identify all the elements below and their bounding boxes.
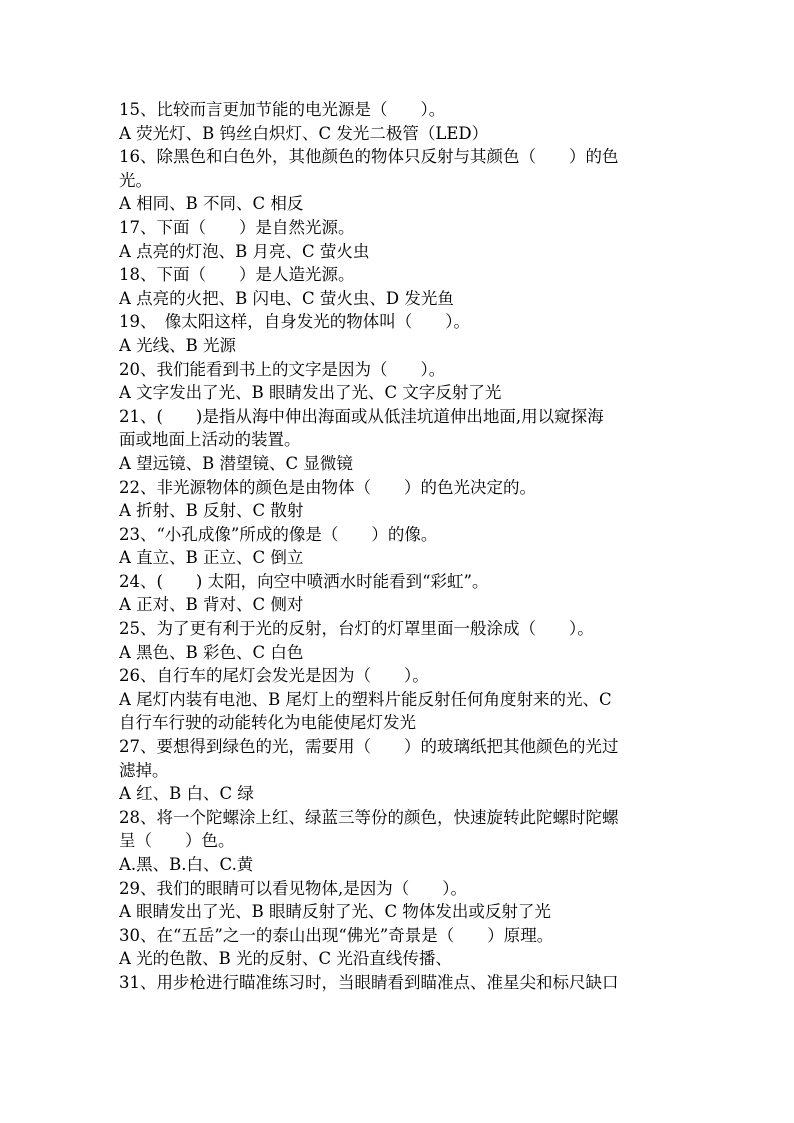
q25-options: A 黑色、B 彩色、C 白色 [119,642,304,662]
q29-options: A 眼睛发出了光、B 眼睛反射了光、C 物体发出或反射了光 [119,902,551,922]
q16-question: 16、除黑色和白色外，其他颜色的物体只反射与其颜色（ ）的色 [119,147,619,167]
q26-options: A 尾灯内装有电池、B 尾灯上的塑料片能反射任何角度射来的光、C [119,689,612,709]
q20-question: 20、我们能看到书上的文字是因为（ ）。 [119,359,446,379]
q23-question: 23、“小孔成像”所成的像是（ ）的像。 [119,524,438,544]
q29-question: 29、我们的眼睛可以看见物体,是因为（ ）。 [119,878,467,898]
q27-question-cont: 滤掉。 [119,760,169,780]
q28-options: A.黑、B.白、C.黄 [119,855,254,874]
q17-options: A 点亮的灯泡、B 月亮、C 萤火虫 [119,241,370,261]
q28-question-cont: 呈（ ）色。 [119,831,235,851]
q19-question: 19、 像太阳这样，自身发光的物体叫（ ）。 [119,312,470,332]
q26-question: 26、自行车的尾灯会发光是因为（ ）。 [119,666,429,686]
q21-options: A 望远镜、B 潜望镜、C 显微镜 [119,453,353,473]
q15-question: 15、比较而言更加节能的电光源是（ ）。 [119,100,446,119]
q24-question: 24、( ) 太阳，向空中喷洒水时能看到“彩虹”。 [119,571,489,591]
q30-options: A 光的色散、B 光的反射、C 光沿直线传播、 [119,949,452,969]
q27-options: A 红、B 白、C 绿 [119,784,254,804]
q23-options: A 直立、B 正立、C 倒立 [119,548,304,568]
q27-question: 27、要想得到绿色的光，需要用（ ）的玻璃纸把其他颜色的光过 [119,737,619,757]
q18-options: A 点亮的火把、B 闪电、C 萤火虫、D 发光鱼 [119,288,454,308]
q17-question: 17、下面（ ）是自然光源。 [119,217,355,237]
q15-options: A 荧光灯、B 钨丝白炽灯、C 发光二极管（LED） [119,123,489,143]
q31-question: 31、用步枪进行瞄准练习时，当眼睛看到瞄准点、准星尖和标尺缺口 [119,972,619,992]
q30-question: 30、在“五岳”之一的泰山出现“佛光”奇景是（ ）原理。 [119,925,554,945]
q21-question-cont: 面或地面上活动的装置。 [119,430,301,450]
q20-options: A 文字发出了光、B 眼睛发出了光、C 文字反射了光 [119,383,502,403]
q18-question: 18、下面（ ）是人造光源。 [119,265,355,285]
q19-options: A 光线、B 光源 [119,335,237,355]
q21-question: 21、( )是指从海中伸出海面或从低洼坑道伸出地面,用以窥探海 [119,406,604,426]
document-page [119,98,679,995]
q22-question: 22、非光源物体的颜色是由物体（ ）的色光决定的。 [119,477,536,497]
q16-question-cont: 光。 [119,170,152,190]
q22-options: A 折射、B 反射、C 散射 [119,501,304,521]
q16-options: A 相同、B 不同、C 相反 [119,194,304,214]
q24-options: A 正对、B 背对、C 侧对 [119,595,304,615]
q25-question: 25、为了更有利于光的反射，台灯的灯罩里面一般涂成（ ）。 [119,619,594,639]
q26-options-cont: 自行车行驶的动能转化为电能使尾灯发光 [119,713,416,733]
q28-question: 28、将一个陀螺涂上红、绿蓝三等份的颜色，快速旋转此陀螺时陀螺 [119,807,619,827]
